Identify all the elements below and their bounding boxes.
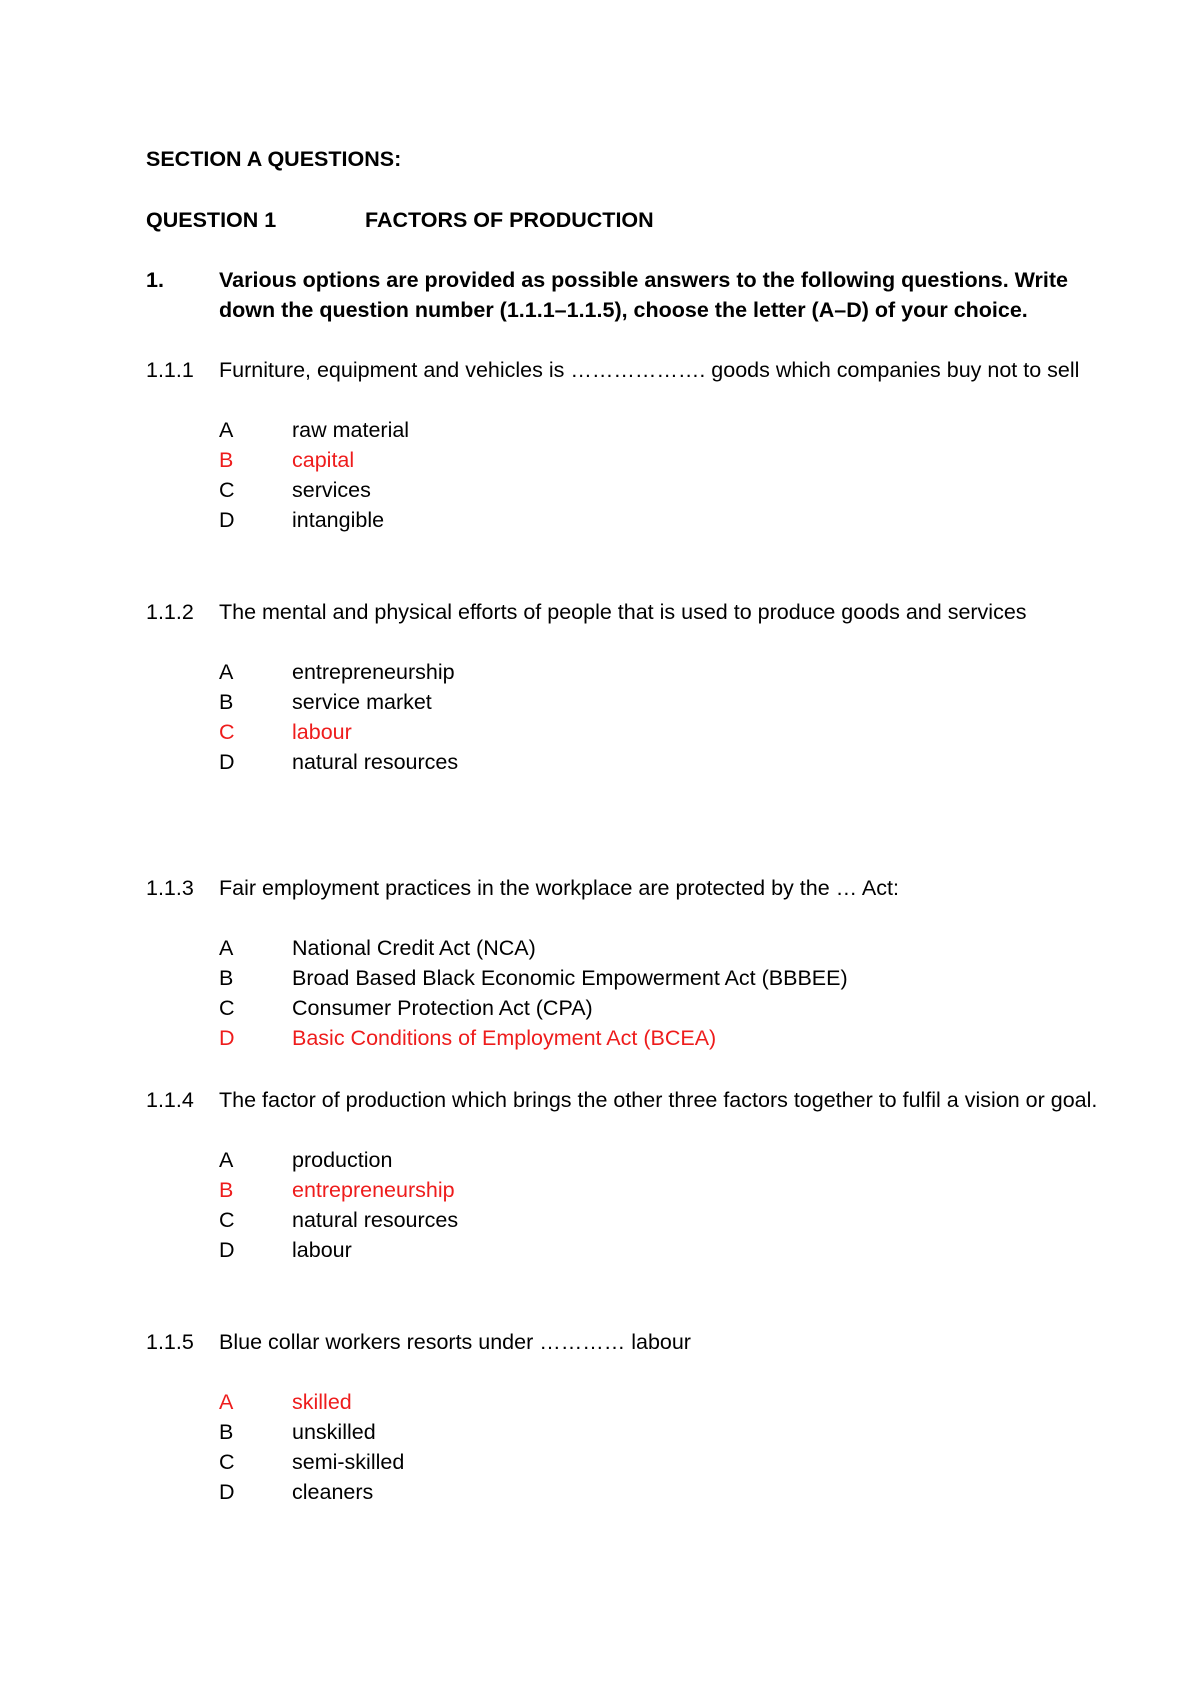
section-title: SECTION A QUESTIONS:: [146, 147, 402, 171]
question-1-1-1: [146, 355, 1106, 535]
question-item-number: 1.1.1: [146, 358, 194, 382]
question-item-text: The factor of production which brings the other three factors together to fulfil a vision or goal.: [219, 1088, 1098, 1112]
instruction-number: 1.: [146, 268, 164, 292]
option-b: [219, 963, 1106, 993]
option-letter: C: [219, 1208, 235, 1232]
option-b: [219, 1417, 1106, 1447]
question-1-1-5: [146, 1327, 1106, 1507]
option-text: skilled: [292, 1390, 352, 1414]
option-letter: D: [219, 508, 235, 532]
option-d: [219, 1235, 1106, 1265]
option-text: services: [292, 478, 371, 502]
option-text: entrepreneurship: [292, 660, 455, 684]
question-stem: [146, 1327, 1106, 1357]
option-letter: B: [219, 1178, 234, 1202]
option-c-correct: [219, 717, 1106, 747]
options-list: [219, 1145, 1106, 1265]
question-number: QUESTION 1: [146, 208, 277, 232]
options-list: [219, 415, 1106, 535]
option-letter: B: [219, 448, 234, 472]
option-letter: D: [219, 1026, 235, 1050]
option-d: [219, 1477, 1106, 1507]
question-item-number: 1.1.2: [146, 600, 194, 624]
instruction-text: Various options are provided as possible answers to the following questions. Write down the question number (1.1.1–1.1.5), choose the letter (A–D) of your choice.: [219, 268, 1069, 322]
question-stem: [146, 355, 1106, 385]
option-text: production: [292, 1148, 393, 1172]
option-text: Broad Based Black Economic Empowerment Act (BBBEE): [292, 966, 848, 990]
option-letter: D: [219, 1238, 235, 1262]
option-d: [219, 505, 1106, 535]
question-1-1-3: [146, 873, 1106, 1053]
option-c: [219, 993, 1106, 1023]
option-letter: A: [219, 660, 234, 684]
question-1-1-2: [146, 597, 1106, 777]
option-text: unskilled: [292, 1420, 376, 1444]
question-stem: [146, 873, 1106, 903]
option-text: labour: [292, 1238, 352, 1262]
question-item-number: 1.1.3: [146, 876, 194, 900]
options-list: [219, 657, 1106, 777]
option-letter: B: [219, 1420, 234, 1444]
option-letter: C: [219, 478, 235, 502]
option-letter: D: [219, 750, 235, 774]
option-letter: B: [219, 966, 234, 990]
option-letter: D: [219, 1480, 235, 1504]
question-item-text: Blue collar workers resorts under ………… labour: [219, 1330, 691, 1354]
option-text: labour: [292, 720, 352, 744]
option-b-correct: [219, 1175, 1106, 1205]
option-text: National Credit Act (NCA): [292, 936, 536, 960]
option-text: cleaners: [292, 1480, 374, 1504]
option-b-correct: [219, 445, 1106, 475]
question-stem: [146, 1085, 1106, 1115]
question-item-number: 1.1.5: [146, 1330, 194, 1354]
options-list: [219, 1387, 1106, 1507]
option-a-correct: [219, 1387, 1106, 1417]
option-letter: C: [219, 996, 235, 1020]
option-text: semi-skilled: [292, 1450, 405, 1474]
question-item-text: Fair employment practices in the workplace are protected by the … Act:: [219, 876, 899, 900]
question-1-1-4: [146, 1085, 1106, 1265]
question-item-text: Furniture, equipment and vehicles is ………………. goods which companies buy not to sell: [219, 358, 1080, 382]
option-text: Consumer Protection Act (CPA): [292, 996, 593, 1020]
option-letter: A: [219, 1390, 234, 1414]
option-text: intangible: [292, 508, 385, 532]
question-heading: [146, 205, 654, 235]
option-letter: A: [219, 418, 234, 442]
option-a: [219, 415, 1106, 445]
question-stem: [146, 597, 1106, 627]
question-title: FACTORS OF PRODUCTION: [365, 208, 654, 232]
option-letter: C: [219, 1450, 235, 1474]
option-a: [219, 657, 1106, 687]
option-a: [219, 933, 1106, 963]
option-d-correct: [219, 1023, 1106, 1053]
instruction: [146, 265, 1106, 325]
option-text: Basic Conditions of Employment Act (BCEA): [292, 1026, 717, 1050]
option-text: service market: [292, 690, 432, 714]
option-letter: C: [219, 720, 235, 744]
option-letter: A: [219, 1148, 234, 1172]
question-item-number: 1.1.4: [146, 1088, 194, 1112]
question-item-text: The mental and physical efforts of people that is used to produce goods and services: [219, 600, 1027, 624]
option-letter: B: [219, 690, 234, 714]
option-c: [219, 1447, 1106, 1477]
option-letter: A: [219, 936, 234, 960]
option-b: [219, 687, 1106, 717]
option-d: [219, 747, 1106, 777]
option-text: raw material: [292, 418, 410, 442]
option-text: natural resources: [292, 750, 459, 774]
option-c: [219, 1205, 1106, 1235]
option-text: natural resources: [292, 1208, 459, 1232]
option-text: entrepreneurship: [292, 1178, 455, 1202]
options-list: [219, 933, 1106, 1053]
option-a: [219, 1145, 1106, 1175]
option-c: [219, 475, 1106, 505]
option-text: capital: [292, 448, 355, 472]
